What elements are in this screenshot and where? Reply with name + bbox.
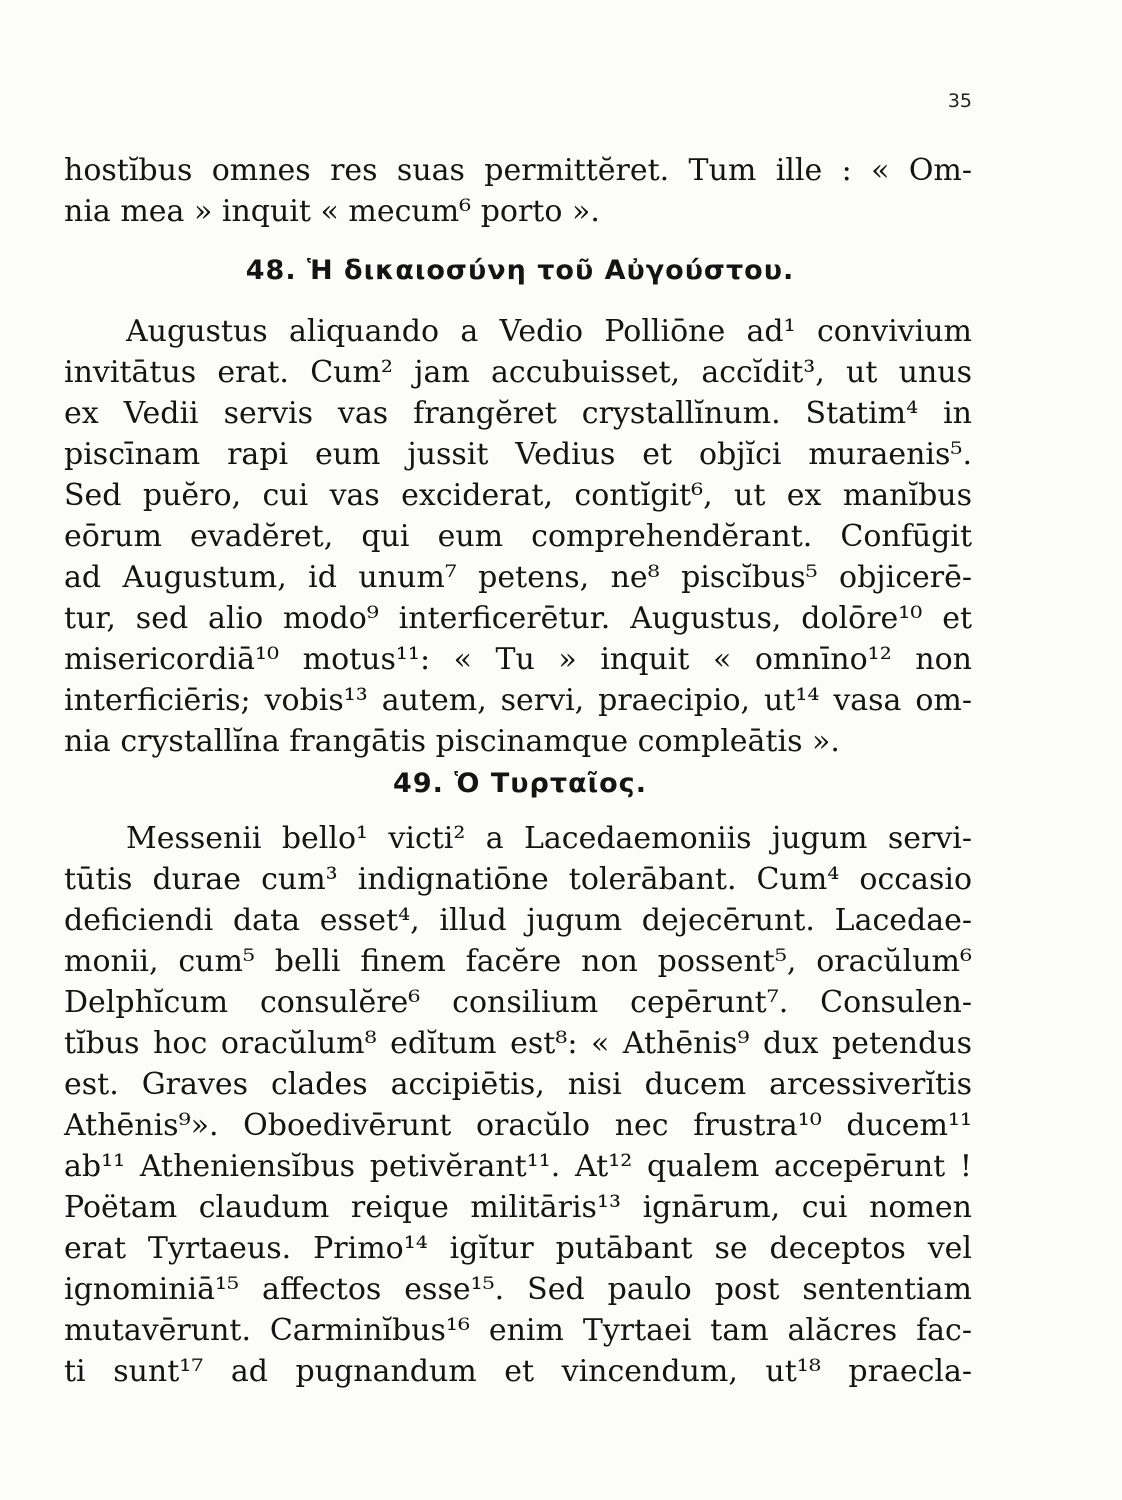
text-line: interficiēris; vobis¹³ autem, servi, praecipio, ut¹⁴ vasa om- bbox=[64, 683, 972, 718]
section-49-heading: 49. Ὁ Τυρταῖος. bbox=[393, 768, 647, 799]
text-line: Augustus aliquando a Vedio Polliōne ad¹ convivium bbox=[126, 314, 972, 349]
text-line: mutavērunt. Carminĭbus¹⁶ enim Tyrtaei tam alăcres fac- bbox=[64, 1313, 972, 1348]
section-48-paragraph bbox=[64, 311, 972, 762]
text-line: nia crystallĭna frangātis piscinamque compleātis ». bbox=[64, 724, 840, 759]
section-48-heading: 48. Ἡ δικαιοσύνη τοῦ Αὐγούστου. bbox=[245, 255, 795, 286]
text-line: misericordiā¹⁰ motus¹¹: « Tu » inquit « omnīno¹² non bbox=[64, 642, 972, 677]
text-line: hostĭbus omnes res suas permittĕret. Tum ille : « Om- bbox=[64, 153, 972, 188]
text-line: ignominiā¹⁵ affectos esse¹⁵. Sed paulo post sententiam bbox=[64, 1272, 972, 1307]
text-line: piscīnam rapi eum jussit Vedius et objĭci muraenis⁵. bbox=[64, 437, 972, 472]
text-line: monii, cum⁵ belli finem facĕre non possent⁵, oracŭlum⁶ bbox=[64, 944, 972, 979]
text-line: invitātus erat. Cum² jam accubuisset, accĭdit³, ut unus bbox=[64, 355, 972, 390]
text-line: Delphĭcum consulĕre⁶ consilium cepērunt⁷. Consulen- bbox=[64, 985, 972, 1020]
text-line: Poëtam claudum reique militāris¹³ ignārum, cui nomen bbox=[64, 1190, 972, 1225]
text-line: deficiendi data esset⁴, illud jugum dejecērunt. Lacedae- bbox=[64, 903, 972, 938]
intro-paragraph bbox=[64, 150, 972, 232]
text-line: tur, sed alio modo⁹ interficerētur. Augustus, dolōre¹⁰ et bbox=[64, 601, 972, 636]
text-line: erat Tyrtaeus. Primo¹⁴ igĭtur putābant se deceptos vel bbox=[64, 1231, 972, 1266]
text-line: ab¹¹ Atheniensĭbus petivĕrant¹¹. At¹² qualem accepērunt ! bbox=[64, 1149, 972, 1184]
text-line: ti sunt¹⁷ ad pugnandum et vincendum, ut¹⁸ praecla- bbox=[64, 1354, 972, 1389]
text-line: Sed puĕro, cui vas exciderat, contĭgit⁶, ut ex manĭbus bbox=[64, 478, 972, 513]
text-line: ad Augustum, id unum⁷ petens, ne⁸ piscĭbus⁵ objicerē- bbox=[64, 560, 972, 595]
text-line: Messenii bello¹ victi² a Lacedaemoniis jugum servi- bbox=[126, 821, 972, 856]
text-line: eōrum evadĕret, qui eum comprehendĕrant. Confūgit bbox=[64, 519, 972, 554]
text-line: tĭbus hoc oracŭlum⁸ edĭtum est⁸: « Athēnis⁹ dux petendus bbox=[64, 1026, 972, 1061]
text-line: est. Graves clades accipiētis, nisi ducem arcessiverĭtis bbox=[64, 1067, 972, 1102]
text-line: ex Vedii servis vas frangĕret crystallĭnum. Statim⁴ in bbox=[64, 396, 972, 431]
section-49-paragraph bbox=[64, 818, 972, 1392]
text-line: nia mea » inquit « mecum⁶ porto ». bbox=[64, 194, 600, 229]
text-line: Athēnis⁹». Oboedivērunt oracŭlo nec frustra¹⁰ ducem¹¹ bbox=[64, 1108, 972, 1143]
text-line: tūtis durae cum³ indignatiōne tolerābant. Cum⁴ occasio bbox=[64, 862, 972, 897]
page-number: 35 bbox=[947, 90, 972, 112]
